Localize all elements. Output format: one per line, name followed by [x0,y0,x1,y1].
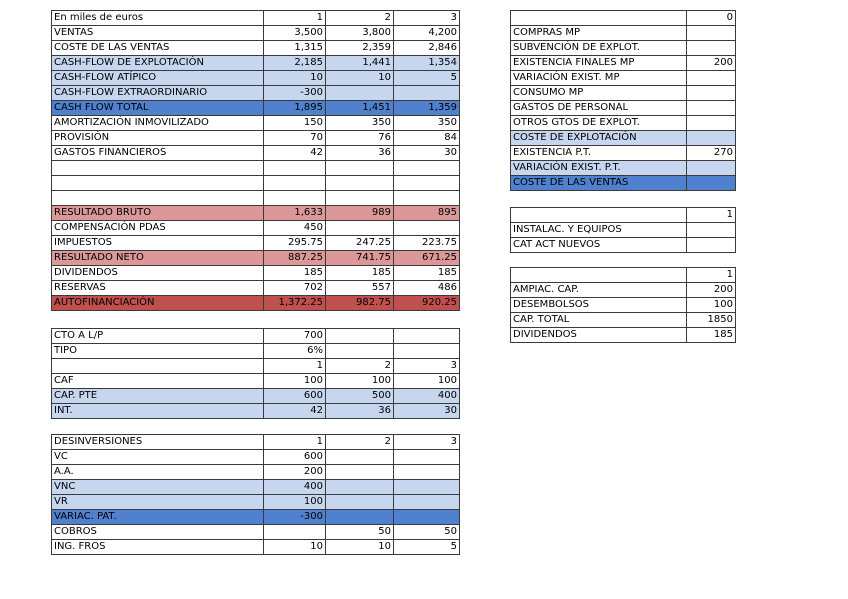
cell[interactable] [687,161,736,176]
cell[interactable]: GASTOS DE PERSONAL [511,101,687,116]
table-row [52,11,460,26]
costs-table [510,10,736,191]
table-row [511,176,736,191]
cell[interactable]: 1,451 [326,101,394,116]
cell[interactable] [394,161,460,176]
table-row [511,71,736,86]
cell[interactable]: CONSUMO MP [511,86,687,101]
cell[interactable]: VARIAC. PAT. [52,510,264,525]
cell[interactable]: 741.75 [326,251,394,266]
cell[interactable]: CASH-FLOW ATÍPICO [52,71,264,86]
cell[interactable]: IMPUESTOS [52,236,264,251]
cell[interactable]: CAP. PTE [52,389,264,404]
cell[interactable]: 3 [394,435,460,450]
cell[interactable]: 185 [394,266,460,281]
cell[interactable]: DIVIDENDOS [511,328,687,343]
cell[interactable]: OTROS GTOS DE EXPLOT. [511,116,687,131]
cell[interactable]: 5 [394,540,460,555]
cell[interactable]: SUBVENCIÓN DE EXPLOT. [511,41,687,56]
cell[interactable]: 200 [687,283,736,298]
main-table [51,10,460,311]
table-row [52,116,460,131]
cell[interactable]: 42 [264,404,326,419]
cell[interactable] [687,131,736,146]
cell[interactable]: 600 [264,450,326,465]
cell[interactable] [511,11,687,26]
cell[interactable] [326,221,394,236]
cell[interactable] [687,41,736,56]
cell[interactable] [687,86,736,101]
cell[interactable]: 100 [326,374,394,389]
table-row [52,465,460,480]
cell[interactable]: RESERVAS [52,281,264,296]
cell[interactable]: 30 [394,404,460,419]
cell[interactable] [326,465,394,480]
cell[interactable]: 3,500 [264,26,326,41]
table-row [52,56,460,71]
cell[interactable]: 700 [264,329,326,344]
cell[interactable]: 702 [264,281,326,296]
cell[interactable]: 982.75 [326,296,394,311]
table-row [52,146,460,161]
cell[interactable]: 10 [326,540,394,555]
cell[interactable]: 3 [394,11,460,26]
cell[interactable]: GASTOS FINANCIEROS [52,146,264,161]
table-row [511,131,736,146]
cell[interactable] [687,238,736,253]
blank-row [52,191,460,206]
cell[interactable]: 2 [326,11,394,26]
cell[interactable]: 4,200 [394,26,460,41]
table-row [511,26,736,41]
cell[interactable] [511,208,687,223]
cell[interactable]: VARIACIÓN EXIST. MP [511,71,687,86]
cell[interactable]: 223.75 [394,236,460,251]
cell[interactable]: VARIACIÓN EXIST. P.T. [511,161,687,176]
cell[interactable] [394,221,460,236]
table-row [511,161,736,176]
loan-table [51,328,460,419]
cell[interactable]: 1,315 [264,41,326,56]
cell[interactable]: CAF [52,374,264,389]
cell[interactable]: 42 [264,146,326,161]
cell[interactable]: 247.25 [326,236,394,251]
cell[interactable]: 36 [326,404,394,419]
cell[interactable] [264,525,326,540]
cell[interactable]: CASH-FLOW EXTRAORDINARIO [52,86,264,101]
cell[interactable]: VR [52,495,264,510]
cell[interactable]: 500 [326,389,394,404]
cell[interactable]: 350 [394,116,460,131]
cell[interactable]: 1,441 [326,56,394,71]
cell[interactable]: CASH-FLOW DE EXPLOTACIÓN [52,56,264,71]
cell[interactable]: RESULTADO BRUTO [52,206,264,221]
cell[interactable]: INT. [52,404,264,419]
cell[interactable] [52,191,264,206]
table-row [511,268,736,283]
table-row [511,238,736,253]
table-row [52,221,460,236]
cell[interactable]: 1,633 [264,206,326,221]
table-row [52,359,460,374]
cell[interactable]: 100 [394,374,460,389]
cell[interactable] [326,450,394,465]
cell[interactable]: 671.25 [394,251,460,266]
cell[interactable]: EXISTENCIA FINALES MP [511,56,687,71]
cell[interactable]: 10 [264,71,326,86]
cell[interactable]: 1,359 [394,101,460,116]
install-table [510,207,736,253]
table-row [52,236,460,251]
cell[interactable] [394,86,460,101]
cell[interactable] [394,480,460,495]
cell[interactable]: COSTE DE LAS VENTAS [52,41,264,56]
table-row [52,206,460,221]
cell[interactable]: 350 [326,116,394,131]
cell[interactable]: 270 [687,146,736,161]
cell[interactable]: En miles de euros [52,11,264,26]
table-row [52,495,460,510]
table-row [52,329,460,344]
cell[interactable]: 84 [394,131,460,146]
cell[interactable] [687,101,736,116]
cell[interactable]: CAP. TOTAL [511,313,687,328]
cell[interactable]: CASH FLOW TOTAL [52,101,264,116]
cell[interactable] [326,191,394,206]
cell[interactable]: PROVISIÓN [52,131,264,146]
table-row [52,296,460,311]
table-row [511,116,736,131]
cell[interactable]: 200 [687,56,736,71]
table-row [52,26,460,41]
cell[interactable]: 400 [394,389,460,404]
cell[interactable] [687,223,736,238]
table-row [511,56,736,71]
table-row [511,298,736,313]
table-row [52,389,460,404]
table-row [511,223,736,238]
cell[interactable] [52,359,264,374]
table-row [511,146,736,161]
cell[interactable]: 10 [264,540,326,555]
cell[interactable]: 0 [687,11,736,26]
cell[interactable]: 50 [394,525,460,540]
cell[interactable] [264,191,326,206]
cell[interactable]: 30 [394,146,460,161]
cell[interactable]: 887.25 [264,251,326,266]
cell[interactable]: 920.25 [394,296,460,311]
table-row [52,374,460,389]
cell[interactable] [394,465,460,480]
cell[interactable] [394,450,460,465]
cell[interactable]: VNC [52,480,264,495]
table-row [52,404,460,419]
cell[interactable]: 1 [687,208,736,223]
cell[interactable]: 400 [264,480,326,495]
cell[interactable]: COMPRAS MP [511,26,687,41]
cell[interactable] [394,495,460,510]
table-row [52,480,460,495]
cell[interactable] [511,268,687,283]
cell[interactable]: VC [52,450,264,465]
cell[interactable]: 70 [264,131,326,146]
cell[interactable]: 6% [264,344,326,359]
cell[interactable]: 1,895 [264,101,326,116]
cell[interactable]: 3 [394,359,460,374]
table-row [511,86,736,101]
cell[interactable]: 100 [687,298,736,313]
cell[interactable]: 1 [264,11,326,26]
cell[interactable] [264,176,326,191]
cell[interactable]: 295.75 [264,236,326,251]
cell[interactable]: 2,185 [264,56,326,71]
cell[interactable] [326,329,394,344]
cell[interactable]: 10 [326,71,394,86]
table-row [52,266,460,281]
cell[interactable]: EXISTENCIA P.T. [511,146,687,161]
table-row [511,41,736,56]
table-row [511,11,736,26]
table-row [52,131,460,146]
cell[interactable]: 5 [394,71,460,86]
table-row [511,328,736,343]
blank-row [52,176,460,191]
cell[interactable]: DESEMBOLSOS [511,298,687,313]
cell[interactable]: -300 [264,510,326,525]
cell[interactable]: VENTAS [52,26,264,41]
cell[interactable]: 1 [264,435,326,450]
cell[interactable]: COMPENSACIÓN PDAS [52,221,264,236]
cell[interactable]: 2,359 [326,41,394,56]
cell[interactable] [326,176,394,191]
cell[interactable]: AUTOFINANCIACIÓN [52,296,264,311]
table-row [52,251,460,266]
cell[interactable]: AMORTIZACIÓN INMOVILIZADO [52,116,264,131]
cell[interactable]: 895 [394,206,460,221]
cell[interactable] [687,176,736,191]
cell[interactable] [394,510,460,525]
table-row [52,71,460,86]
table-row [511,101,736,116]
table-row [52,41,460,56]
table-row [511,283,736,298]
blank-row [52,161,460,176]
table-row [52,281,460,296]
cell[interactable]: 486 [394,281,460,296]
cell[interactable]: DIVIDENDOS [52,266,264,281]
cell[interactable]: CAT ACT NUEVOS [511,238,687,253]
cell[interactable] [52,161,264,176]
cell[interactable]: 50 [326,525,394,540]
cell[interactable] [52,176,264,191]
cell[interactable]: 3,800 [326,26,394,41]
cell[interactable]: 150 [264,116,326,131]
cell[interactable]: 557 [326,281,394,296]
cell[interactable]: 185 [264,266,326,281]
cell[interactable]: A.A. [52,465,264,480]
cell[interactable] [264,161,326,176]
cell[interactable] [687,71,736,86]
cell[interactable]: 989 [326,206,394,221]
cell[interactable] [394,344,460,359]
cell[interactable]: COSTE DE LAS VENTAS [511,176,687,191]
cell[interactable] [326,344,394,359]
cell[interactable]: RESULTADO NETO [52,251,264,266]
table-row [52,344,460,359]
table-row [511,313,736,328]
cell[interactable]: 36 [326,146,394,161]
cell[interactable] [394,176,460,191]
cell[interactable]: 200 [264,465,326,480]
cell[interactable]: -300 [264,86,326,101]
table-row [52,435,460,450]
cell[interactable]: DESINVERSIONES [52,435,264,450]
cell[interactable]: COBROS [52,525,264,540]
cell[interactable]: AMPIAC. CAP. [511,283,687,298]
cell[interactable]: 2,846 [394,41,460,56]
table-row [52,101,460,116]
cell[interactable]: 2 [326,359,394,374]
cell[interactable]: TIPO [52,344,264,359]
capital-table [510,267,736,343]
table-row [52,525,460,540]
cell[interactable] [326,495,394,510]
cell[interactable] [326,480,394,495]
cell[interactable]: 1 [687,268,736,283]
cell[interactable]: 185 [687,328,736,343]
cell[interactable] [394,191,460,206]
table-row [52,510,460,525]
cell[interactable]: 1,354 [394,56,460,71]
cell[interactable] [394,329,460,344]
cell[interactable] [326,161,394,176]
cell[interactable]: 1,372.25 [264,296,326,311]
cell[interactable]: 100 [264,495,326,510]
cell[interactable]: 600 [264,389,326,404]
cell[interactable]: COSTE DE EXPLOTACIÓN [511,131,687,146]
cell[interactable]: INSTALAC. Y EQUIPOS [511,223,687,238]
desinversiones-table [51,434,460,555]
cell[interactable]: 450 [264,221,326,236]
table-row [52,450,460,465]
table-row [511,208,736,223]
cell[interactable]: 76 [326,131,394,146]
cell[interactable]: 2 [326,435,394,450]
cell[interactable]: CTO A L/P [52,329,264,344]
cell[interactable]: 1 [264,359,326,374]
cell[interactable] [687,116,736,131]
table-row [52,540,460,555]
table-row [52,86,460,101]
cell[interactable]: 100 [264,374,326,389]
cell[interactable] [687,26,736,41]
cell[interactable]: ING. FROS [52,540,264,555]
cell[interactable] [326,510,394,525]
cell[interactable]: 185 [326,266,394,281]
cell[interactable] [326,86,394,101]
cell[interactable]: 1850 [687,313,736,328]
